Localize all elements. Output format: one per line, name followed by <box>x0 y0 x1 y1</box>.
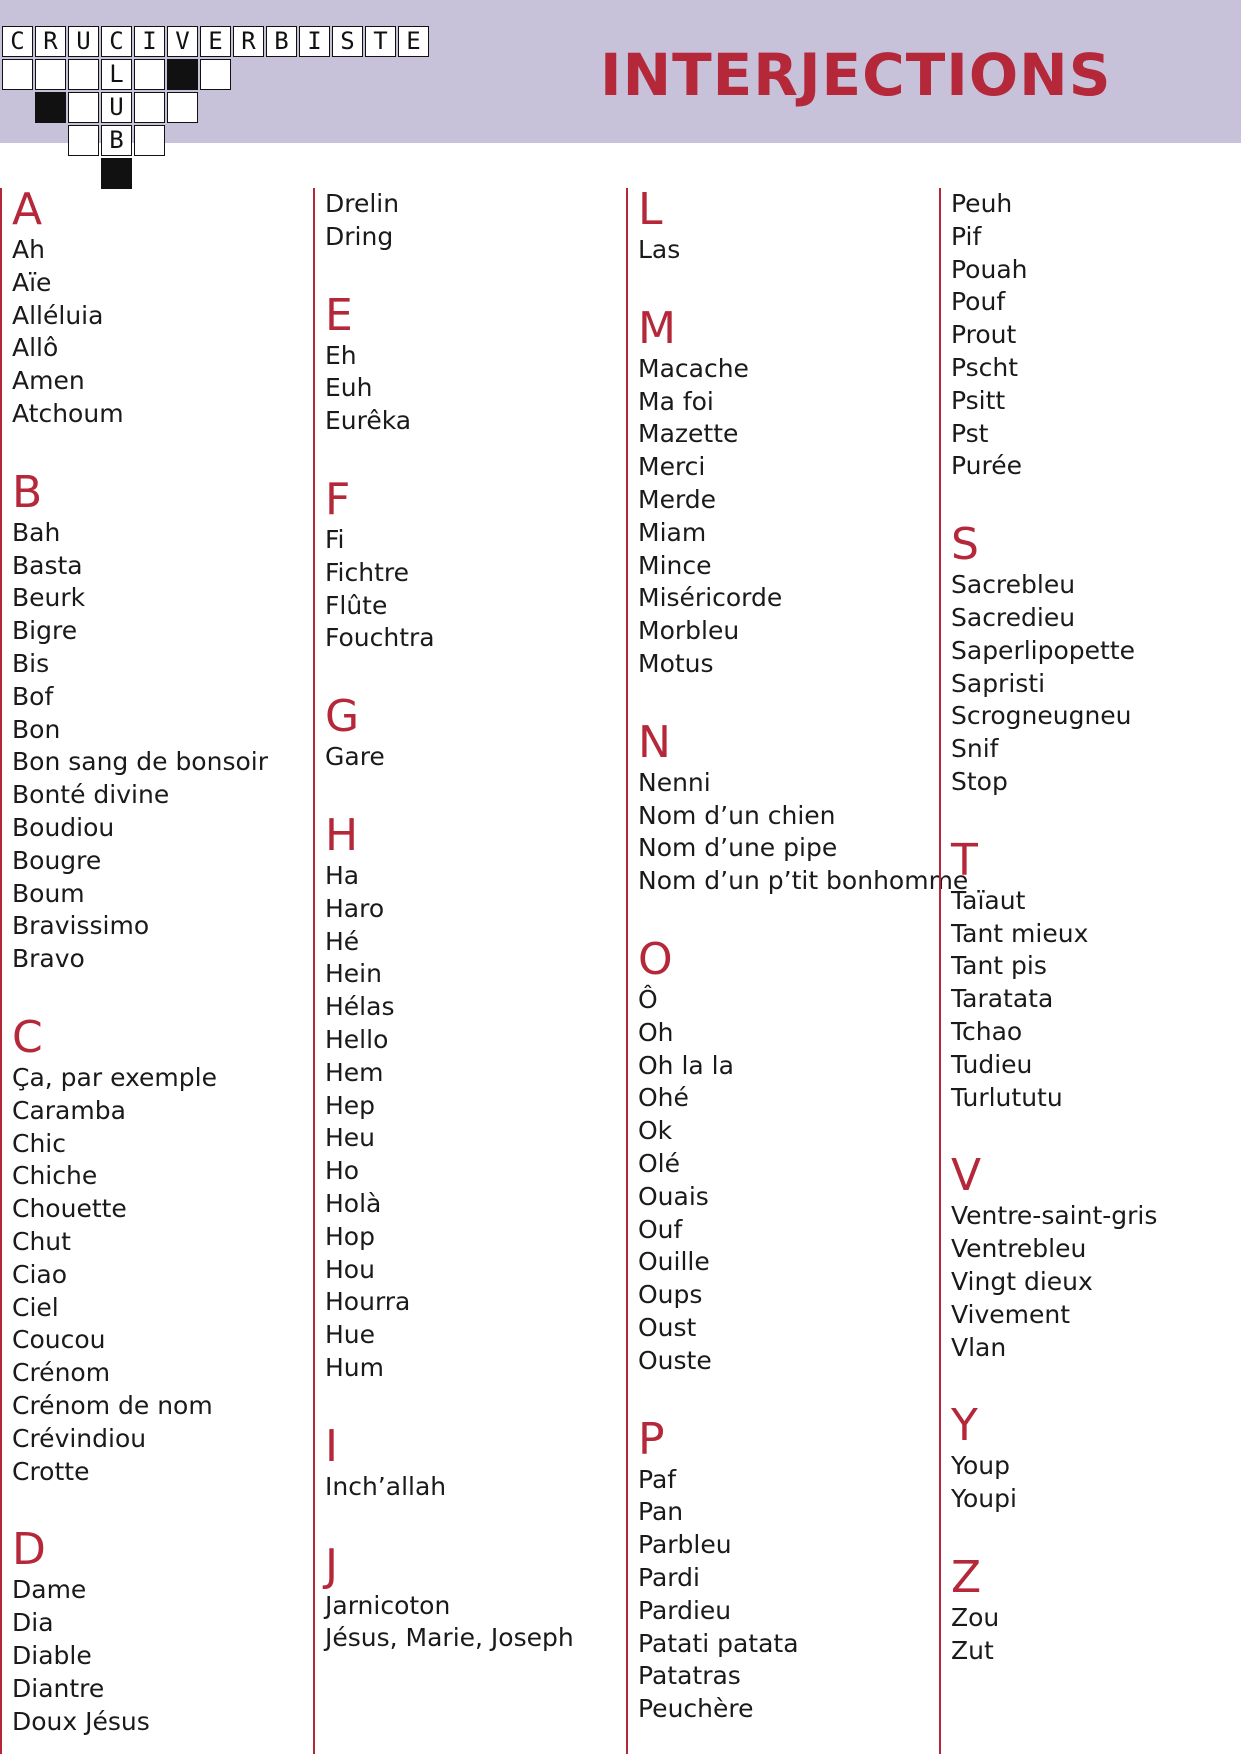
interjection-item: Drelin <box>325 189 400 218</box>
interjection-item: Allô <box>12 333 59 363</box>
interjection-item: Heu <box>325 1123 376 1153</box>
interjection-item: Vingt dieux <box>951 1267 1093 1296</box>
interjection-item: Tchao <box>951 1017 1023 1046</box>
interjection-item: Taratata <box>951 984 1054 1014</box>
interjection-item: Prout <box>951 320 1017 350</box>
interjection-item: Pouf <box>951 287 1006 317</box>
interjection-item: Hou <box>325 1254 375 1284</box>
section-letter-d: D <box>12 1524 46 1576</box>
logo-cell-letter: B <box>101 125 132 156</box>
interjection-item: Fouchtra <box>325 623 435 653</box>
section-letter-g: G <box>325 691 360 743</box>
interjection-item: Hem <box>325 1057 384 1087</box>
interjection-item: Gare <box>325 742 385 772</box>
section-letter-z: Z <box>951 1552 982 1603</box>
logo-cell-letter: V <box>167 26 198 57</box>
interjection-item: Euh <box>325 373 373 403</box>
interjection-item: Bougre <box>12 845 102 875</box>
section-letter-t: T <box>951 834 978 886</box>
interjection-item: Youp <box>951 1451 1010 1481</box>
interjection-item: Bravissimo <box>12 911 150 941</box>
interjection-item: Morbleu <box>638 616 740 646</box>
interjection-item: Ouste <box>638 1345 712 1375</box>
interjection-item: Fichtre <box>325 557 410 587</box>
interjection-item: Miséricorde <box>638 583 783 613</box>
interjection-item: Ok <box>638 1116 673 1146</box>
interjection-item: Haro <box>325 893 385 923</box>
logo-cell-letter: C <box>101 26 132 57</box>
interjection-item: Zut <box>951 1635 994 1665</box>
interjection-item: Amen <box>12 366 85 396</box>
interjection-item: Crotte <box>12 1456 90 1486</box>
logo-cell-letter: C <box>2 26 33 57</box>
interjection-item: Pif <box>951 221 982 251</box>
interjection-item: Tant pis <box>951 951 1047 981</box>
interjection-item: Oups <box>638 1280 703 1310</box>
interjection-item: Caramba <box>12 1095 126 1125</box>
interjection-item: Ventre-saint-gris <box>951 1201 1158 1231</box>
logo-cell-letter: S <box>332 26 363 57</box>
section-letter-p: P <box>638 1413 665 1465</box>
interjection-item: Saperlipopette <box>951 635 1136 665</box>
section-letter-m: M <box>638 302 676 354</box>
column-2 <box>313 188 613 1754</box>
interjection-item: Peuh <box>951 189 1013 218</box>
interjection-item: Merde <box>638 485 717 514</box>
interjection-item: Pan <box>638 1497 684 1527</box>
interjection-item: Pardieu <box>638 1595 732 1625</box>
interjection-item: Sapristi <box>951 668 1046 698</box>
interjection-item: Olé <box>638 1149 681 1178</box>
logo-cell-letter: R <box>233 26 264 57</box>
interjection-item: Youpi <box>951 1484 1017 1514</box>
logo-cell-letter: L <box>101 59 132 90</box>
interjection-item: Hein <box>325 959 382 989</box>
logo-cell-empty <box>167 92 198 123</box>
interjection-item: Ma foi <box>638 386 714 416</box>
logo-cell-empty <box>200 59 231 90</box>
interjection-item: Pardi <box>638 1563 700 1592</box>
interjection-item: Ouf <box>638 1214 683 1244</box>
interjection-item: Bis <box>12 649 50 678</box>
interjection-item: Tudieu <box>951 1049 1033 1079</box>
section-letter-l: L <box>638 184 663 235</box>
interjection-item: Stop <box>951 767 1008 796</box>
logo-cell-letter: E <box>398 26 429 57</box>
interjection-item: Alléluia <box>12 300 104 330</box>
interjection-item: Patatras <box>638 1661 741 1691</box>
section-letter-f: F <box>325 474 351 525</box>
interjection-item: Ciao <box>12 1259 68 1289</box>
interjection-item: Tant mieux <box>951 918 1089 948</box>
interjection-item: Chouette <box>12 1194 127 1224</box>
interjection-item: Ô <box>638 985 658 1014</box>
column-4 <box>939 188 1239 1754</box>
interjection-item: Taïaut <box>951 885 1026 915</box>
interjection-item: Jarnicoton <box>325 1590 451 1620</box>
interjection-item: Hum <box>325 1353 384 1382</box>
interjection-item: Mazette <box>638 419 739 449</box>
interjection-item: Basta <box>12 550 83 580</box>
interjection-item: Inch’allah <box>325 1471 447 1501</box>
interjection-item: Ouais <box>638 1181 709 1211</box>
logo-cell-black <box>101 158 132 189</box>
section-letter-i: I <box>325 1420 338 1472</box>
interjection-item: Coucou <box>12 1325 106 1355</box>
interjection-item: Holà <box>325 1189 382 1218</box>
logo-cell-letter: I <box>299 26 330 57</box>
interjection-item: Ah <box>12 235 45 264</box>
interjection-item: Bof <box>12 681 54 711</box>
interjection-item: Nom d’un chien <box>638 800 836 830</box>
column-1 <box>0 184 300 1754</box>
logo-cell-letter: E <box>200 26 231 57</box>
section-letter-s: S <box>951 519 979 571</box>
logo-cell-empty <box>68 125 99 156</box>
interjection-item: Boum <box>12 878 85 908</box>
interjection-item: Snif <box>951 734 999 764</box>
interjection-item: Mince <box>638 550 712 580</box>
section-letter-v: V <box>951 1150 982 1202</box>
interjection-item: Hue <box>325 1320 376 1350</box>
interjection-item: Pouah <box>951 254 1028 284</box>
interjection-item: Ciel <box>12 1292 59 1322</box>
interjection-item: Fi <box>325 525 345 554</box>
interjection-item: Ouille <box>638 1247 710 1277</box>
logo-cell-empty <box>134 59 165 90</box>
section-letter-n: N <box>638 716 671 768</box>
logo-cell-empty <box>2 59 33 90</box>
logo-cell-letter: I <box>134 26 165 57</box>
interjection-item: Hop <box>325 1221 375 1251</box>
logo-cell-letter: R <box>35 26 66 57</box>
interjection-item: Hélas <box>325 992 395 1022</box>
page-title: INTERJECTIONS <box>600 41 1112 109</box>
interjection-item: Motus <box>638 649 714 678</box>
interjection-item: Bah <box>12 517 61 547</box>
interjection-item: Nom d’une pipe <box>638 833 838 863</box>
section-letter-y: Y <box>951 1400 978 1452</box>
interjection-item: Purée <box>951 451 1022 481</box>
logo-cell-black <box>35 92 66 123</box>
section-letter-e: E <box>325 289 353 341</box>
interjection-item: Pscht <box>951 353 1019 382</box>
interjection-item: Flûte <box>325 590 388 620</box>
interjection-item: Hep <box>325 1090 376 1120</box>
interjection-item: Jésus, Marie, Joseph <box>325 1623 574 1653</box>
logo-cell-empty <box>134 92 165 123</box>
interjection-item: Oh la la <box>638 1050 734 1080</box>
interjection-item: Sacrebleu <box>951 570 1076 600</box>
interjection-item: Chiche <box>12 1161 98 1191</box>
interjection-item: Paf <box>638 1464 677 1494</box>
interjection-item: Ha <box>325 861 360 890</box>
interjection-item: Eurêka <box>325 406 412 436</box>
interjection-item: Atchoum <box>12 399 124 428</box>
interjection-item: Oh <box>638 1017 674 1047</box>
interjection-item: Ho <box>325 1156 360 1186</box>
logo-cell-empty <box>68 59 99 90</box>
interjection-item: Peuchère <box>638 1694 754 1724</box>
interjection-item: Scrogneugneu <box>951 701 1132 731</box>
interjection-item: Bravo <box>12 944 85 974</box>
logo-cell-letter: T <box>365 26 396 57</box>
interjection-item: Bon <box>12 714 61 744</box>
interjection-item: Parbleu <box>638 1530 732 1560</box>
interjection-item: Eh <box>325 340 357 370</box>
interjection-item: Doux Jésus <box>12 1706 150 1736</box>
interjection-item: Oust <box>638 1313 697 1342</box>
interjection-item: Nom d’un p’tit bonhomme <box>638 866 969 896</box>
interjection-item: Vivement <box>951 1299 1071 1329</box>
interjection-item: Ohé <box>638 1083 689 1113</box>
interjection-item: Sacredieu <box>951 603 1076 632</box>
interjection-item: Hé <box>325 926 360 956</box>
interjection-item: Merci <box>638 452 706 482</box>
interjection-item: Nenni <box>638 767 711 797</box>
interjection-item: Chic <box>12 1128 66 1158</box>
interjection-item: Crévindiou <box>12 1423 147 1453</box>
interjection-item: Ventrebleu <box>951 1234 1087 1264</box>
logo-cell-empty <box>68 92 99 123</box>
interjection-item: Beurk <box>12 583 86 613</box>
interjection-item: Hourra <box>325 1287 411 1317</box>
interjection-item: Las <box>638 235 681 264</box>
logo-cell-empty <box>35 59 66 90</box>
cruciverbiste-club-logo <box>0 26 430 191</box>
interjection-item: Vlan <box>951 1332 1007 1362</box>
interjection-item: Aïe <box>12 267 52 297</box>
interjection-item: Bigre <box>12 616 78 646</box>
section-letter-b: B <box>12 466 43 518</box>
section-letter-a: A <box>12 184 43 235</box>
logo-cell-empty <box>134 125 165 156</box>
interjection-item: Macache <box>638 353 749 383</box>
section-letter-o: O <box>638 934 673 985</box>
interjection-item: Boudiou <box>12 813 115 842</box>
interjection-item: Diable <box>12 1641 92 1670</box>
section-letter-h: H <box>325 810 359 861</box>
logo-cell-black <box>167 59 198 90</box>
logo-cell-letter: U <box>68 26 99 57</box>
interjection-item: Patati patata <box>638 1628 799 1658</box>
interjection-item: Zou <box>951 1603 1000 1632</box>
logo-cell-letter: B <box>266 26 297 57</box>
interjection-item: Crénom <box>12 1358 111 1388</box>
section-letter-j: J <box>325 1539 338 1591</box>
interjection-item: Ça, par exemple <box>12 1063 217 1092</box>
interjection-item: Chut <box>12 1227 71 1256</box>
interjection-item: Pst <box>951 418 989 448</box>
interjection-item: Turlututu <box>951 1082 1063 1112</box>
interjection-item: Crénom de nom <box>12 1391 213 1420</box>
interjection-item: Psitt <box>951 385 1006 415</box>
interjection-item: Bonté divine <box>12 780 170 810</box>
logo-cell-letter: U <box>101 92 132 123</box>
interjection-item: Dia <box>12 1608 54 1638</box>
interjection-item: Miam <box>638 517 707 547</box>
interjection-item: Bon sang de bonsoir <box>12 747 268 777</box>
section-letter-c: C <box>12 1012 43 1063</box>
interjection-item: Hello <box>325 1025 389 1054</box>
interjection-item: Diantre <box>12 1673 105 1703</box>
interjection-item: Dring <box>325 221 394 251</box>
interjection-item: Dame <box>12 1575 87 1605</box>
